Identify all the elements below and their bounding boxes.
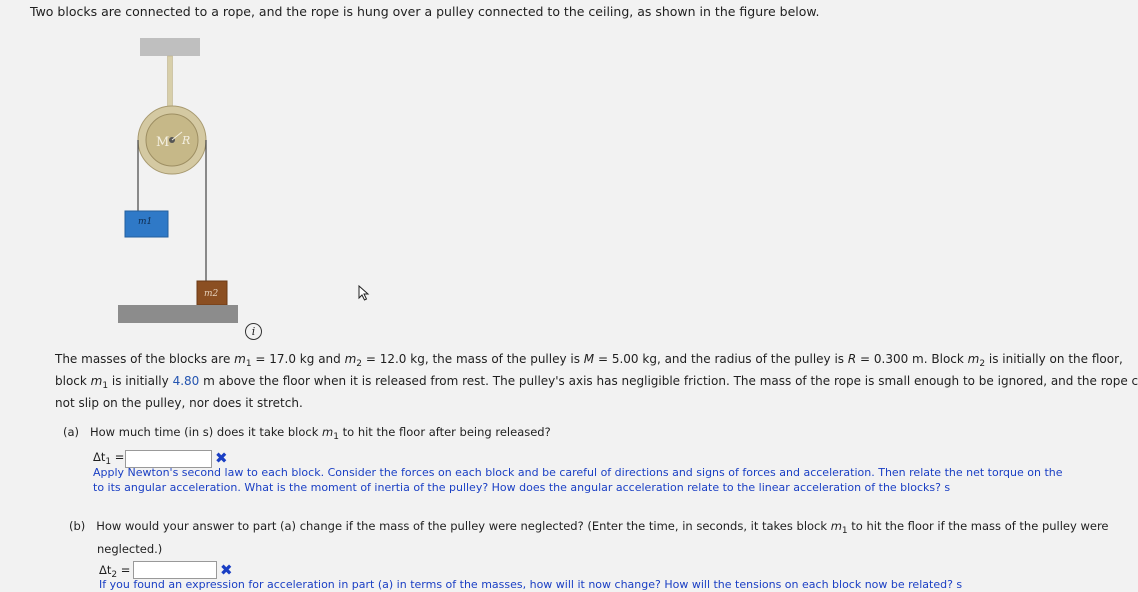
part-a-label: (a) [63,425,80,439]
pulley-radius-label: R [182,134,191,147]
intro-text: Two blocks are connected to a rope, and the rope is hung over a pulley connected to the ceiling, as shown in the figure below. [30,4,820,19]
incorrect-x-icon: ✖ [220,561,233,579]
subscript: 2 [979,359,986,369]
floor [118,305,238,323]
part-b-answer-input[interactable] [133,561,217,579]
symbol-m: m [344,352,357,366]
problem-text: m above the floor when it is released from rest. The pulley's axis has negligible friction. The mass of the rope is small enough to be ignored, and the rope c [199,374,1138,388]
subscript: 1 [245,359,252,369]
question-text: How much time (in s) does it take block [90,425,323,439]
delta-t-label: Δt [99,563,112,577]
pulley-figure [110,28,240,328]
incorrect-x-icon: ✖ [215,449,228,467]
part-b-question [69,519,1109,536]
symbol-m: m [322,425,334,439]
symbol-m: m [90,374,103,388]
info-icon[interactable]: i [245,323,262,340]
delta-t-label: Δt [93,450,106,464]
problem-text: The masses of the blocks are [55,352,235,366]
symbol-m: m [234,352,246,366]
question-text: to hit the floor if the mass of the pulley were [847,519,1109,533]
equals-sign: = [114,450,125,464]
ceiling [140,38,200,56]
mouse-cursor-icon [358,285,370,301]
block-m1-label: m1 [138,217,153,227]
subscript: 1 [333,432,339,442]
problem-text: is initially [108,374,173,388]
part-b-question-line-2: neglected.) [97,542,163,556]
subscript: 2 [356,359,363,369]
part-a-hint-line-2: to its angular acceleration. What is the moment of inertia of the pulley? How does the angular acceleration relate to the linear acceleration of the blocks? s [93,481,951,494]
problem-text: = 17.0 kg and [251,352,345,366]
subscript: 1 [102,381,109,391]
height-value: 4.80 [172,374,200,388]
symbol-R: R [847,352,857,366]
question-text: How would your answer to part (a) change if the mass of the pulley were neglected? (Enter the time, in seconds, it takes block [96,519,831,533]
problem-text: = 5.00 kg, and the radius of the pulley is [594,352,848,366]
part-b-hint-line-1: If you found an expression for acceleration in part (a) in terms of the masses, how will it now change? How will the tensions on each block now be related? s [99,578,963,591]
problem-text: = 12.0 kg, the mass of the pulley is [362,352,584,366]
equals-sign: = [120,563,131,577]
symbol-M: M [583,352,595,366]
part-a-answer-label [93,450,124,467]
problem-line-2 [55,374,1138,391]
question-text: to hit the floor after being released? [338,425,551,439]
part-a-question [63,425,551,442]
problem-line-3: not slip on the pulley, nor does it stretch. [55,396,303,410]
problem-text: = 0.300 m. Block [856,352,968,366]
part-a-hint-line-1: Apply Newton's second law to each block. Consider the forces on each block and be careful of directions and signs of forces and acceleration. Then relate the net torque on the [93,466,1063,479]
block-m2-label: m2 [204,289,219,299]
subscript: 1 [105,457,112,467]
subscript: 2 [111,570,118,580]
problem-line-1 [55,352,1123,369]
part-b-label: (b) [69,519,86,533]
pulley-mass-label: M [156,135,170,150]
problem-text: block [55,374,91,388]
symbol-m: m [830,519,842,533]
symbol-m: m [967,352,980,366]
problem-text: is initially on the floor, [985,352,1123,366]
subscript: 1 [841,526,848,536]
